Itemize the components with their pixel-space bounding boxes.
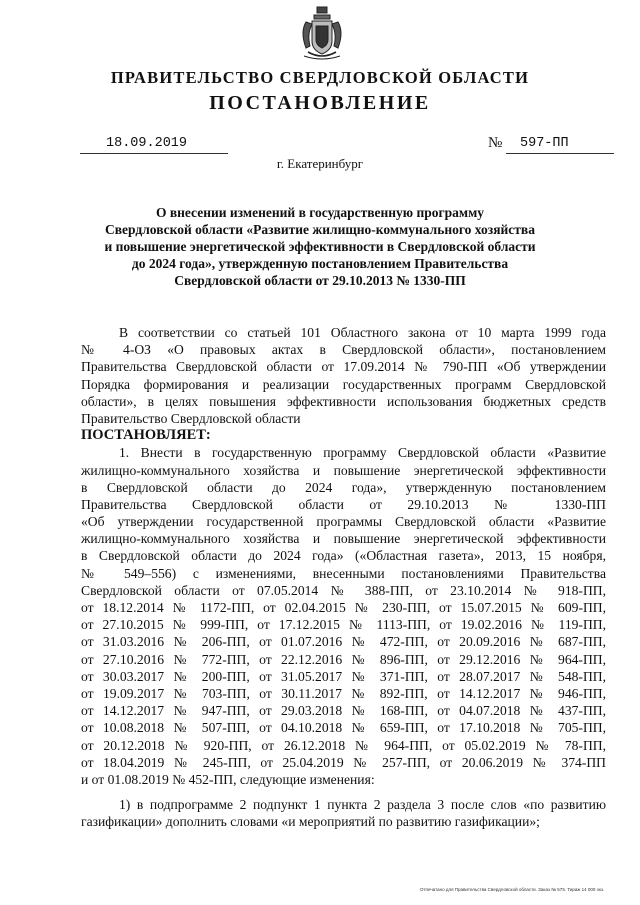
body-line: в Свердловской области до 2024 года», утвержденную постановлением — [81, 479, 606, 495]
body-line: № 549–556) с изменениями, внесенными постановлениями Правительства — [81, 565, 606, 581]
body-line: от 18.12.2014 № 1172-ПП, от 02.04.2015 № 230-ПП, от 15.07.2015 № 609-ПП, — [81, 600, 606, 615]
body-line: от 27.10.2015 № 999-ПП, от 17.12.2015 № 1113-ПП, от 19.02.2016 № 119-ПП, — [81, 617, 606, 633]
body-line: в Свердловской области до 2024 года» («Областная газета», 2013, 15 ноября, — [81, 548, 606, 564]
body-line: от 20.12.2018 № 920-ПП, от 26.12.2018 № 964-ПП, от 05.02.2019 № 78-ПП, — [81, 737, 606, 753]
body-line: Правительства Свердловской области от 17.09.2014 № 790-ПП «Об утверждении — [81, 359, 606, 375]
body-line: от 14.12.2017 № 947-ПП, от 29.03.2018 № 168-ПП, от 04.07.2018 № 437-ПП, — [81, 703, 606, 719]
body-line: № 4-ОЗ «О правовых актах в Свердловской области», постановлением — [81, 342, 606, 358]
body-line: В соответствии со статьей 101 Областного закона от 10 марта 1999 года — [119, 325, 606, 340]
print-footer: Отпечатано для Правительства Свердловской области. Заказ № 575. Тираж 14 000 экз. — [420, 887, 605, 892]
body-line: 1. Внести в государственную программу Свердловской области «Развитие — [119, 445, 606, 461]
body-line: «Об утверждении государственной программы Свердловской области «Развитие — [81, 514, 606, 530]
body-line: и от 01.08.2019 № 452-ПП, следующие изменения: — [81, 771, 375, 787]
body-line: жилищно-коммунального хозяйства и повышение энергетической эффективности — [81, 531, 606, 547]
body-line: Правительство Свердловской области — [81, 410, 301, 426]
resolves-heading: ПОСТАНОВЛЯЕТ: — [81, 427, 211, 444]
title-line: Свердловской области «Развитие жилищно-коммунального хозяйства — [105, 222, 535, 237]
body-line: 1) в подпрограмме 2 подпункт 1 пункта 2 раздела 3 после слов «по развитию — [119, 797, 606, 813]
decree-title — [80, 204, 560, 289]
document-type: ПОСТАНОВЛЕНИЕ — [209, 92, 431, 114]
title-line: до 2024 года», утвержденную постановлением Правительства — [131, 256, 509, 271]
city: г. Екатеринбург — [276, 156, 364, 171]
body-line: газификации» дополнить словами «и мероприятий по развитию газификации»; — [81, 814, 540, 830]
title-line: и повышение энергетической эффективности в Свердловской области — [104, 239, 536, 254]
coat-of-arms-icon — [298, 6, 346, 62]
body-line: от 31.03.2016 № 206-ПП, от 01.07.2016 № 472-ПП, от 20.09.2016 № 687-ПП, — [81, 634, 606, 650]
title-line: О внесении изменений в государственную программу — [155, 205, 485, 220]
body-line: от 10.08.2018 № 507-ПП, от 04.10.2018 № 659-ПП, от 17.10.2018 № 705-ПП, — [81, 720, 606, 736]
body-line: от 30.03.2017 № 200-ПП, от 31.05.2017 № 371-ПП, от 28.07.2017 № 548-ПП, — [81, 668, 606, 684]
body-line: от 19.09.2017 № 703-ПП, от 30.11.2017 № 892-ПП, от 14.12.2017 № 946-ПП, — [81, 685, 606, 701]
body-line: от 18.04.2019 № 245-ПП, от 25.04.2019 № 257-ПП, от 20.06.2019 № 374-ПП — [81, 754, 606, 770]
body-line: Свердловской области от 07.05.2014 № 388-ПП, от 23.10.2014 № 918-ПП, — [81, 582, 606, 598]
body-line: Правительства Свердловской области от 29.10.2013 № 1330-ПП — [81, 496, 606, 512]
body-line: от 27.10.2016 № 772-ПП, от 22.12.2016 № 896-ПП, от 29.12.2016 № 964-ПП, — [81, 651, 606, 667]
body-line: Порядка формирования и реализации государственных программ Свердловской — [81, 376, 606, 392]
number-label: № — [488, 135, 503, 151]
government-name: ПРАВИТЕЛЬСТВО СВЕРДЛОВСКОЙ ОБЛАСТИ — [110, 68, 530, 87]
decree-number: 597-ПП — [506, 136, 614, 154]
body-line: области», в целях повышения эффективности использования бюджетных средств — [81, 393, 606, 409]
decree-date: 18.09.2019 — [80, 136, 228, 154]
title-line: Свердловской области от 29.10.2013 № 1330-ПП — [174, 273, 466, 288]
decree-body — [81, 324, 606, 830]
body-line: жилищно-коммунального хозяйства и повышение энергетической эффективности — [81, 462, 606, 478]
